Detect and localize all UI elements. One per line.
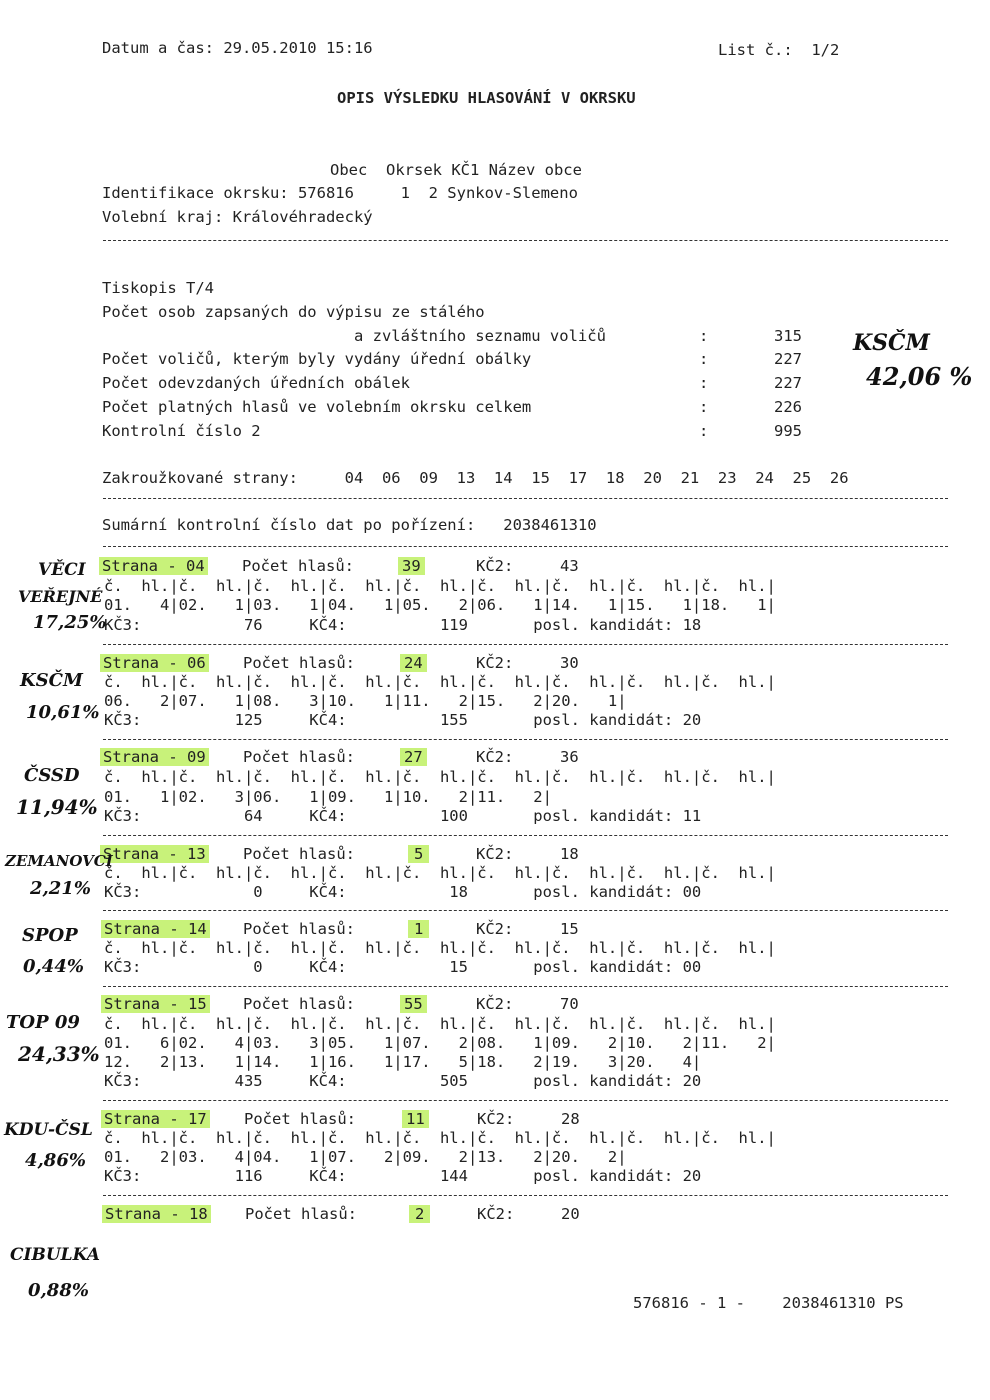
party-votes: 2 — [409, 1205, 430, 1223]
datetime: Datum a čas: 29.05.2010 15:16 — [102, 39, 373, 57]
kc3-row: KČ3: 125 KČ4: 155 posl. kandidát: 20 — [104, 711, 702, 729]
party-label: Strana - 13 — [100, 845, 209, 863]
colon: : — [699, 422, 709, 440]
table-header-row: č. hl.|č. hl.|č. hl.|č. hl.|č. hl.|č. hl.|č. hl.|č. hl.|č. hl.| — [104, 864, 776, 882]
votes-label: Počet hlasů: — [243, 845, 355, 863]
party-votes: 5 — [408, 845, 429, 863]
votes-label: Počet hlasů: — [243, 654, 355, 672]
kc3-row: KČ3: 435 KČ4: 505 posl. kandidát: 20 — [104, 1072, 702, 1090]
separator — [103, 1195, 948, 1196]
control-number-2: 995 — [774, 422, 802, 440]
summary-label-3: Počet odevzdaných úředních obálek — [102, 374, 410, 392]
handwritten-percent: 4,86% — [25, 1150, 86, 1171]
handwritten-party-name: TOP 09 — [6, 1012, 80, 1033]
party-votes: 1 — [408, 920, 429, 938]
handwritten-party-name: KSČM — [20, 670, 83, 691]
handwritten-percent: 2,21% — [30, 878, 91, 899]
summary-label-5: Kontrolní číslo 2 — [102, 422, 261, 440]
colon: : — [699, 327, 709, 345]
handwritten-percent: 24,33% — [18, 1042, 100, 1066]
separator — [103, 910, 948, 911]
votes-label: Počet hlasů: — [242, 557, 354, 575]
handwritten-percent: 0,88% — [28, 1280, 89, 1301]
table-header-row: č. hl.|č. hl.|č. hl.|č. hl.|č. hl.|č. hl.|č. hl.|č. hl.|č. hl.| — [104, 768, 776, 786]
envelopes-returned: 227 — [774, 374, 802, 392]
table-header-row: č. hl.|č. hl.|č. hl.|č. hl.|č. hl.|č. hl.|č. hl.|č. hl.|č. hl.| — [104, 673, 776, 691]
party-votes: 39 — [398, 557, 425, 575]
party-label: Strana - 15 — [101, 995, 210, 1013]
handwritten-percent: 17,25% — [33, 612, 107, 633]
colon: : — [699, 398, 709, 416]
handwritten-ksc-percent: 42,06 % — [866, 362, 973, 391]
handwritten-ksc-label: KSČM — [853, 330, 930, 356]
separator — [103, 1100, 948, 1101]
separator — [103, 546, 948, 547]
kc3-row: KČ3: 76 KČ4: 119 posl. kandidát: 18 — [104, 616, 702, 634]
party-votes: 27 — [400, 748, 427, 766]
party-label: Strana - 18 — [102, 1205, 211, 1223]
table-row: 01. 1|02. 3|06. 1|09. 1|10. 2|11. 2| — [104, 788, 552, 806]
colon: : — [699, 374, 709, 392]
votes-label: Počet hlasů: — [245, 1205, 357, 1223]
handwritten-party-name: CIBULKA — [10, 1245, 100, 1265]
kc3-row: KČ3: 0 KČ4: 18 posl. kandidát: 00 — [104, 883, 702, 901]
handwritten-percent: 11,94% — [16, 795, 98, 819]
party-label: Strana - 04 — [99, 557, 208, 575]
summary-label-1b: a zvláštního seznamu voličů — [102, 327, 606, 345]
table-row: 01. 4|02. 1|03. 1|04. 1|05. 2|06. 1|14. 1|15. 1|18. 1| — [104, 596, 776, 614]
party-label: Strana - 09 — [100, 748, 209, 766]
table-header-row: č. hl.|č. hl.|č. hl.|č. hl.|č. hl.|č. hl.|č. hl.|č. hl.|č. hl.| — [104, 577, 776, 595]
kc3-row: KČ3: 0 KČ4: 15 posl. kandidát: 00 — [104, 958, 702, 976]
kc2: KČ2: 43 — [476, 557, 579, 575]
separator — [103, 986, 948, 987]
voters-registered: 315 — [774, 327, 802, 345]
separator — [103, 644, 948, 645]
table-row: 12. 2|13. 1|14. 1|16. 1|17. 5|18. 2|19. 3|20. 4| — [104, 1053, 702, 1071]
footer-code: 576816 - 1 - 2038461310 PS — [633, 1294, 904, 1312]
checksum: Sumární kontrolní číslo dat po pořízení: 2038461310 — [102, 516, 597, 534]
table-header-row: č. hl.|č. hl.|č. hl.|č. hl.|č. hl.|č. hl.|č. hl.|č. hl.|č. hl.| — [104, 1015, 776, 1033]
kc2: KČ2: 30 — [476, 654, 579, 672]
party-label: Strana - 17 — [101, 1110, 210, 1128]
votes-label: Počet hlasů: — [243, 995, 355, 1013]
kc2: KČ2: 15 — [476, 920, 579, 938]
kc2: KČ2: 20 — [477, 1205, 580, 1223]
separator — [103, 498, 948, 499]
handwritten-party-name: ZEMANOVCI — [5, 852, 113, 870]
valid-votes: 226 — [774, 398, 802, 416]
handwritten-party-name: KDU-ČSL — [4, 1120, 93, 1140]
table-header-row: č. hl.|č. hl.|č. hl.|č. hl.|č. hl.|č. hl.|č. hl.|č. hl.|č. hl.| — [104, 939, 776, 957]
handwritten-party-name: ČSSD — [24, 765, 80, 786]
kc2: KČ2: 18 — [476, 845, 579, 863]
colon: : — [699, 350, 709, 368]
table-row: 01. 2|03. 4|04. 1|07. 2|09. 2|13. 2|20. 2| — [104, 1148, 627, 1166]
party-votes: 24 — [400, 654, 427, 672]
circled-parties: Zakroužkované strany: 04 06 09 13 14 15 17 18 20 21 23 24 25 26 — [102, 469, 849, 487]
handwritten-party-name: VĚCI — [38, 560, 86, 580]
summary-label-4: Počet platných hlasů ve volebním okrsku celkem — [102, 398, 532, 416]
kc2: KČ2: 70 — [476, 995, 579, 1013]
summary-label-2: Počet voličů, kterým byly vydány úřední obálky — [102, 350, 532, 368]
page-title: OPIS VÝSLEDKU HLASOVÁNÍ V OKRSKU — [337, 89, 636, 107]
electoral-region: Volební kraj: Královéhradecký — [102, 208, 373, 226]
handwritten-party-name: VEŘEJNÉ — [18, 587, 103, 606]
district-identification: Identifikace okrsku: 576816 1 2 Synkov-Slemeno — [102, 184, 578, 202]
votes-label: Počet hlasů: — [243, 920, 355, 938]
kc3-row: KČ3: 116 KČ4: 144 posl. kandidát: 20 — [104, 1167, 702, 1185]
column-headers: Obec Okrsek KČ1 Název obce — [330, 161, 582, 179]
votes-label: Počet hlasů: — [243, 748, 355, 766]
sheet-number: List č.: 1/2 — [718, 41, 840, 59]
votes-label: Počet hlasů: — [244, 1110, 356, 1128]
kc2: KČ2: 36 — [476, 748, 579, 766]
separator — [103, 739, 948, 740]
party-votes: 11 — [402, 1110, 429, 1128]
separator — [103, 240, 948, 241]
form-name: Tiskopis T/4 — [102, 279, 214, 297]
table-header-row: č. hl.|č. hl.|č. hl.|č. hl.|č. hl.|č. hl.|č. hl.|č. hl.|č. hl.| — [104, 1129, 776, 1147]
summary-label-1: Počet osob zapsaných do výpisu ze stálého — [102, 303, 485, 321]
table-row: 06. 2|07. 1|08. 3|10. 1|11. 2|15. 2|20. 1| — [104, 692, 627, 710]
party-votes: 55 — [400, 995, 427, 1013]
separator — [103, 835, 948, 836]
party-label: Strana - 14 — [101, 920, 210, 938]
handwritten-percent: 0,44% — [23, 956, 84, 977]
kc2: KČ2: 28 — [477, 1110, 580, 1128]
envelopes-issued: 227 — [774, 350, 802, 368]
table-row: 01. 6|02. 4|03. 3|05. 1|07. 2|08. 1|09. 2|10. 2|11. 2| — [104, 1034, 776, 1052]
party-label: Strana - 06 — [100, 654, 209, 672]
kc3-row: KČ3: 64 KČ4: 100 posl. kandidát: 11 — [104, 807, 702, 825]
handwritten-party-name: SPOP — [22, 925, 78, 946]
handwritten-percent: 10,61% — [26, 702, 100, 723]
